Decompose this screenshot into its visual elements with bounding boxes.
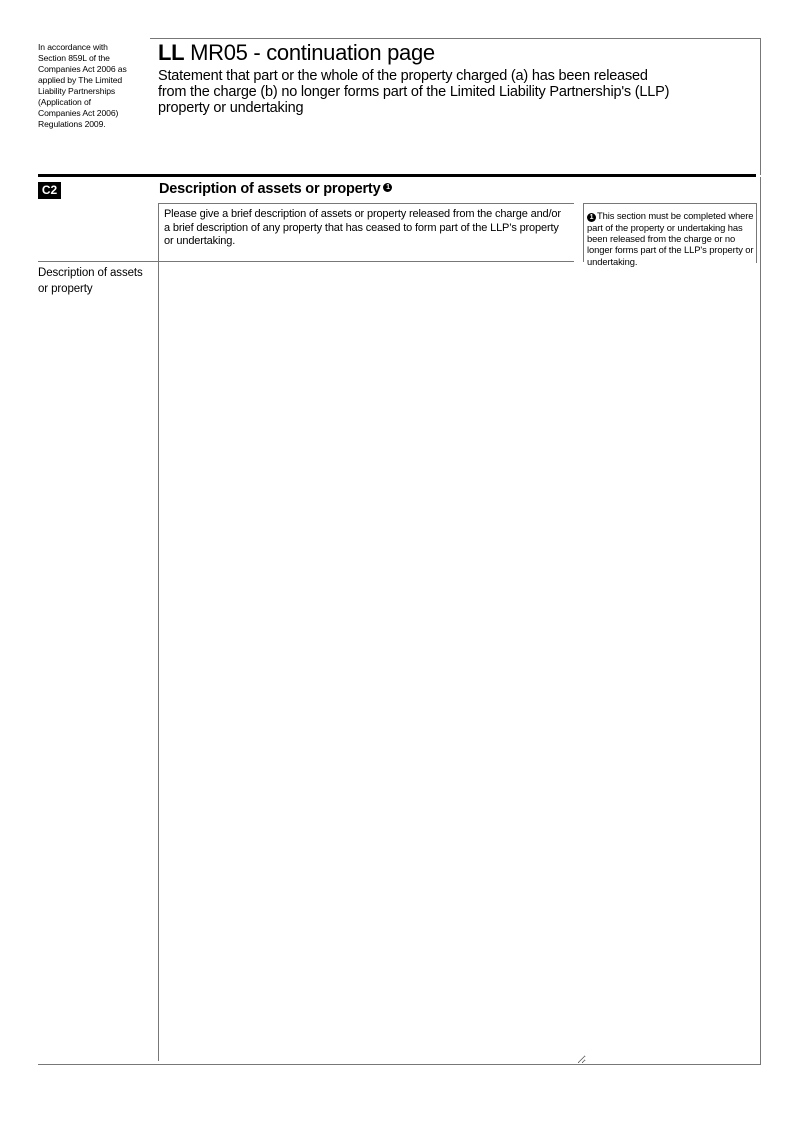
section-title [159, 181, 392, 197]
description-input[interactable] [160, 262, 586, 1064]
notes-box-right [756, 203, 757, 263]
form-title-prefix: LL [158, 40, 185, 65]
note-text: This section must be completed where part of the property or undertaking has been released from the charge or no longer forms part of the LLP's property or undertaking. [587, 210, 754, 267]
section-box-left [158, 203, 159, 1061]
page-right-border [760, 177, 761, 1065]
field-label: Description of assets or property [38, 267, 143, 295]
section-title-text: Description of assets or property [159, 181, 381, 197]
section-badge: C2 [38, 182, 61, 199]
section-divider [38, 174, 756, 177]
notes-box-top [583, 203, 756, 204]
header-top-border [150, 38, 761, 39]
page-bottom-border [38, 1064, 761, 1065]
header-right-border [760, 38, 761, 175]
note-marker-icon: 1 [383, 183, 392, 192]
legal-note: In accordance with Section 859L of the Companies Act 2006 as applied by The Limited Liability Partnerships (Application of Companies Act 2006) Regulations 2009. [38, 42, 127, 129]
instruction-text: Please give a brief description of assets or property released from the charge and/or a brief description of any property that has ceased to form part of the LLP’s property or undertaking. [164, 208, 561, 247]
form-title [158, 40, 435, 66]
form-subtitle: Statement that part or the whole of the property charged (a) has been released from the charge (b) no longer forms part of the Limited Liability Partnership's (LLP) property or undertaking [158, 68, 670, 116]
notes-panel [587, 210, 755, 267]
form-title-rest: MR05 - continuation page [184, 40, 435, 65]
note-marker-icon: 1 [587, 213, 596, 222]
section-box-top [158, 203, 574, 204]
